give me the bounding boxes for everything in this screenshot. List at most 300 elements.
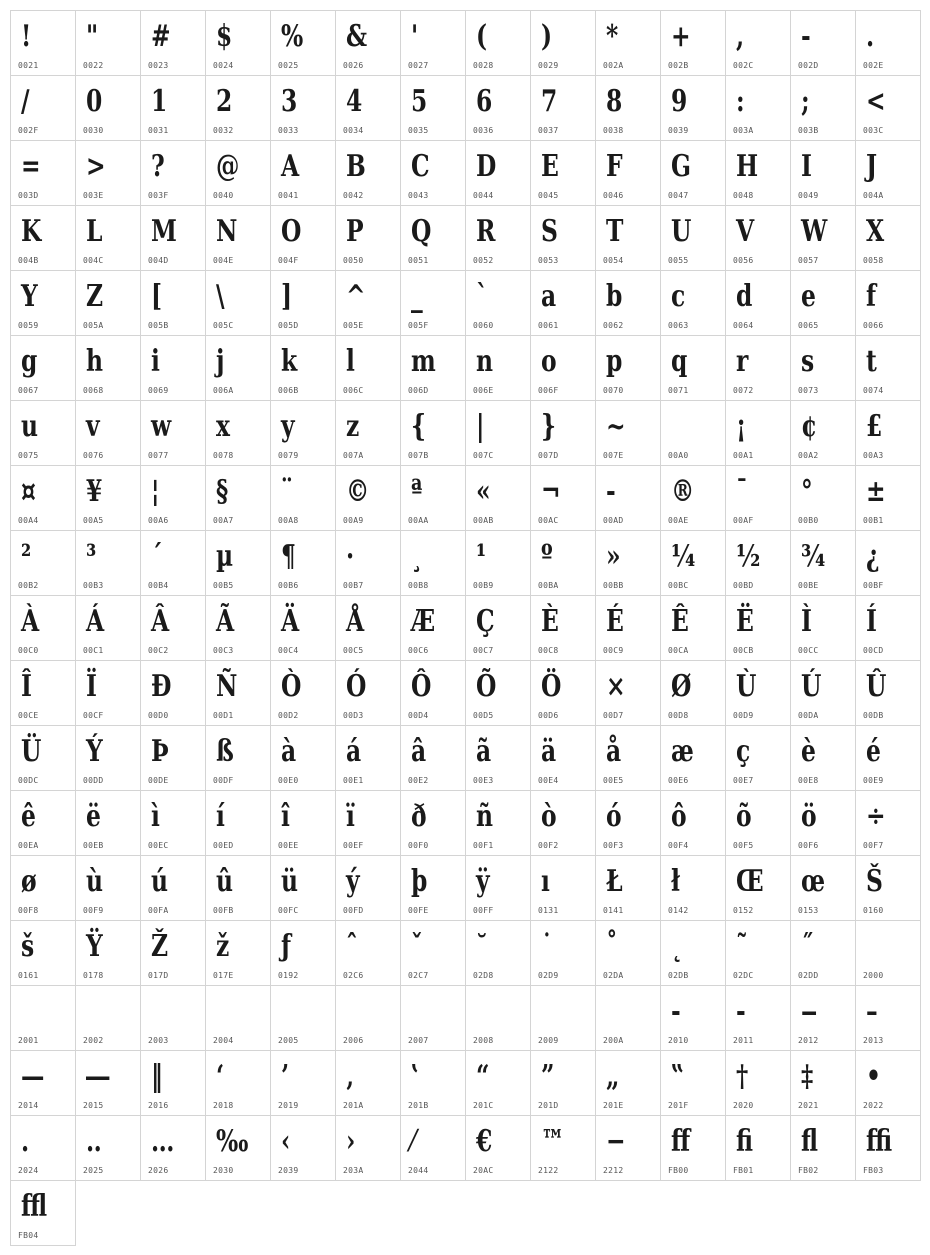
glyph-cell [75, 660, 141, 726]
glyph-cell [465, 1050, 531, 1116]
glyph-cell [140, 855, 206, 921]
glyph-cell [335, 595, 401, 661]
glyph-cell [595, 985, 661, 1051]
glyph-code: 00A7 [213, 516, 234, 525]
glyph-char: 0 [86, 84, 103, 119]
glyph-code: 0050 [343, 256, 364, 265]
glyph-char: @ [216, 149, 240, 184]
glyph-code: 00CD [863, 646, 884, 655]
glyph-code: 003B [798, 126, 819, 135]
glyph-char: _ [411, 279, 423, 314]
glyph-cell [205, 335, 271, 401]
glyph-char: ¡ [736, 409, 747, 444]
glyph-code: 00C1 [83, 646, 104, 655]
glyph-cell [855, 530, 921, 596]
glyph-code: 00FF [473, 906, 494, 915]
glyph-char: 9 [671, 84, 688, 119]
glyph-code: 00CB [733, 646, 754, 655]
glyph-char: V [736, 214, 755, 249]
glyph-cell [400, 530, 466, 596]
glyph-cell [660, 10, 726, 76]
glyph-code: 0072 [733, 386, 754, 395]
glyph-char: − [606, 1124, 626, 1159]
glyph-cell [530, 985, 596, 1051]
glyph-char: x [216, 409, 230, 444]
glyph-cell [10, 10, 76, 76]
glyph-cell [400, 465, 466, 531]
glyph-code: 0037 [538, 126, 559, 135]
glyph-char: ˝ [801, 929, 813, 964]
glyph-cell [855, 855, 921, 921]
glyph-code: 0044 [473, 191, 494, 200]
glyph-code: 0192 [278, 971, 299, 980]
glyph-char: ž [216, 929, 230, 964]
glyph-cell [530, 725, 596, 791]
glyph-cell [790, 725, 856, 791]
glyph-cell [855, 400, 921, 466]
glyph-cell [660, 855, 726, 921]
glyph-cell [140, 595, 206, 661]
glyph-cell [595, 725, 661, 791]
glyph-cell [205, 530, 271, 596]
glyph-char: I [801, 149, 812, 184]
glyph-cell [75, 985, 141, 1051]
glyph-cell [595, 140, 661, 206]
glyph-cell [75, 920, 141, 986]
glyph-char: ß [216, 734, 234, 769]
glyph-cell [595, 335, 661, 401]
glyph-cell [790, 465, 856, 531]
glyph-code: 0077 [148, 451, 169, 460]
glyph-char: Ä [281, 604, 300, 639]
glyph-char: r [736, 344, 749, 379]
glyph-cell [660, 530, 726, 596]
glyph-code: 0064 [733, 321, 754, 330]
glyph-char: e [801, 279, 816, 314]
glyph-code: 007E [603, 451, 624, 460]
glyph-char: b [606, 279, 623, 314]
glyph-char: * [606, 19, 619, 54]
glyph-char: œ [801, 864, 826, 899]
glyph-code: 0052 [473, 256, 494, 265]
glyph-code: 0153 [798, 906, 819, 915]
glyph-char: g [21, 344, 38, 379]
glyph-code: 005B [148, 321, 169, 330]
glyph-char: ¦ [151, 474, 160, 509]
glyph-code: 2015 [83, 1101, 104, 1110]
glyph-cell [140, 465, 206, 531]
glyph-cell [270, 595, 336, 661]
glyph-cell [75, 790, 141, 856]
glyph-cell [75, 335, 141, 401]
glyph-char: ª [411, 474, 423, 509]
glyph-code: 00D4 [408, 711, 429, 720]
glyph-cell [660, 75, 726, 141]
glyph-code: 201A [343, 1101, 364, 1110]
glyph-cell [595, 270, 661, 336]
glyph-code: 2005 [278, 1036, 299, 1045]
glyph-char: ¬ [541, 474, 561, 509]
glyph-cell [530, 1050, 596, 1116]
glyph-char: ' [411, 19, 419, 54]
glyph-char: ‛ [411, 1059, 420, 1094]
glyph-char: “ [476, 1059, 490, 1094]
glyph-cell [530, 855, 596, 921]
glyph-char: ˛ [671, 929, 683, 964]
glyph-cell [140, 1115, 206, 1181]
glyph-char: Ü [21, 734, 42, 769]
glyph-code: 00F4 [668, 841, 689, 850]
glyph-cell [595, 465, 661, 531]
glyph-code: 007C [473, 451, 494, 460]
glyph-cell [725, 465, 791, 531]
glyph-cell [75, 855, 141, 921]
glyph-char: — [21, 1059, 45, 1094]
glyph-code: 201E [603, 1101, 624, 1110]
glyph-cell [725, 1115, 791, 1181]
glyph-code: 2014 [18, 1101, 39, 1110]
glyph-char: º [541, 539, 553, 574]
glyph-cell [790, 205, 856, 271]
glyph-char: Â [151, 604, 170, 639]
glyph-char: ı [541, 864, 550, 899]
glyph-cell [465, 595, 531, 661]
glyph-code: 2022 [863, 1101, 884, 1110]
glyph-cell [855, 1050, 921, 1116]
glyph-char: ö [801, 799, 817, 834]
glyph-char: q [671, 344, 688, 379]
glyph-cell [530, 660, 596, 726]
glyph-char: Š [866, 864, 883, 899]
glyph-code: 006C [343, 386, 364, 395]
glyph-char: ô [671, 799, 687, 834]
glyph-cell [10, 855, 76, 921]
glyph-cell [140, 205, 206, 271]
glyph-char: t [866, 344, 877, 379]
glyph-cell [790, 400, 856, 466]
glyph-code: 2004 [213, 1036, 234, 1045]
glyph-cell [595, 205, 661, 271]
glyph-cell [400, 1050, 466, 1116]
glyph-char: È [541, 604, 559, 639]
glyph-cell [140, 725, 206, 791]
glyph-char: å [606, 734, 622, 769]
glyph-char: „ [606, 1059, 620, 1094]
glyph-code: 00D1 [213, 711, 234, 720]
glyph-cell [10, 985, 76, 1051]
glyph-cell [335, 530, 401, 596]
glyph-code: 0063 [668, 321, 689, 330]
glyph-char: Ï [86, 669, 97, 704]
glyph-char: ¨ [281, 474, 293, 509]
glyph-char: ‖ [151, 1059, 163, 1094]
glyph-cell [205, 790, 271, 856]
glyph-char: 4 [346, 84, 363, 119]
glyph-char: Ñ [216, 669, 238, 704]
glyph-cell [400, 920, 466, 986]
glyph-code: 005C [213, 321, 234, 330]
glyph-cell [10, 270, 76, 336]
glyph-code: 02C7 [408, 971, 429, 980]
glyph-code: FB03 [863, 1166, 884, 1175]
glyph-code: 00F0 [408, 841, 429, 850]
glyph-code: 004D [148, 256, 169, 265]
glyph-cell [335, 10, 401, 76]
glyph-code: 00F8 [18, 906, 39, 915]
glyph-cell [855, 595, 921, 661]
glyph-code: 0131 [538, 906, 559, 915]
glyph-cell [335, 270, 401, 336]
glyph-cell [10, 75, 76, 141]
glyph-code: 0060 [473, 321, 494, 330]
glyph-code: 00B4 [148, 581, 169, 590]
glyph-char: ﬁ [736, 1124, 754, 1159]
glyph-code: 2012 [798, 1036, 819, 1045]
glyph-char: ™ [541, 1124, 565, 1159]
glyph-code: 007A [343, 451, 364, 460]
glyph-cell [725, 270, 791, 336]
glyph-code: 00BD [733, 581, 754, 590]
glyph-char: Ë [736, 604, 754, 639]
glyph-char: µ [216, 539, 234, 574]
glyph-cell [270, 790, 336, 856]
glyph-char: h [86, 344, 104, 379]
glyph-code: 0053 [538, 256, 559, 265]
glyph-char: B [346, 149, 366, 184]
glyph-char: à [281, 734, 297, 769]
glyph-cell [205, 140, 271, 206]
glyph-code: 00CC [798, 646, 819, 655]
glyph-cell [530, 1115, 596, 1181]
glyph-char: × [606, 669, 626, 704]
glyph-cell [465, 1115, 531, 1181]
glyph-cell [270, 660, 336, 726]
glyph-char: í [216, 799, 225, 834]
glyph-code: 0057 [798, 256, 819, 265]
glyph-code: 007B [408, 451, 429, 460]
glyph-char: ì [151, 799, 160, 834]
glyph-char: Õ [476, 669, 497, 704]
glyph-code: 007D [538, 451, 559, 460]
glyph-char: ﬀ [671, 1124, 691, 1159]
glyph-char: › [346, 1124, 356, 1159]
glyph-code: 2000 [863, 971, 884, 980]
glyph-char: ﬄ [21, 1189, 48, 1224]
glyph-code: 00F9 [83, 906, 104, 915]
glyph-char: k [281, 344, 298, 379]
glyph-char: - [606, 474, 616, 509]
glyph-char: Å [346, 604, 365, 639]
glyph-cell [725, 140, 791, 206]
glyph-char: P [346, 214, 364, 249]
glyph-char: ― [86, 1059, 110, 1094]
glyph-cell [270, 465, 336, 531]
glyph-char: / [21, 84, 30, 119]
glyph-code: 00BE [798, 581, 819, 590]
glyph-char: » [606, 539, 621, 574]
glyph-char: } [541, 409, 557, 444]
glyph-code: 2011 [733, 1036, 754, 1045]
glyph-char: 1 [151, 84, 168, 119]
glyph-cell [725, 75, 791, 141]
glyph-cell [790, 270, 856, 336]
glyph-cell [660, 205, 726, 271]
glyph-cell [660, 1115, 726, 1181]
glyph-code: 00FC [278, 906, 299, 915]
glyph-code: 0043 [408, 191, 429, 200]
glyph-code: 2013 [863, 1036, 884, 1045]
glyph-cell [465, 140, 531, 206]
glyph-code: 005E [343, 321, 364, 330]
glyph-code: 00C8 [538, 646, 559, 655]
glyph-code: 00D0 [148, 711, 169, 720]
glyph-cell [75, 270, 141, 336]
glyph-char: { [411, 409, 427, 444]
glyph-cell [725, 10, 791, 76]
glyph-cell [465, 985, 531, 1051]
glyph-code: 00AC [538, 516, 559, 525]
glyph-char: ¼ [671, 539, 696, 574]
glyph-char: p [606, 344, 623, 379]
glyph-cell [790, 985, 856, 1051]
glyph-code: 2026 [148, 1166, 169, 1175]
glyph-char: É [606, 604, 624, 639]
glyph-code: 2001 [18, 1036, 39, 1045]
glyph-code: 0067 [18, 386, 39, 395]
glyph-code: 002A [603, 61, 624, 70]
glyph-code: 0034 [343, 126, 364, 135]
glyph-code: 00FE [408, 906, 429, 915]
glyph-char: S [541, 214, 558, 249]
glyph-cell [270, 920, 336, 986]
glyph-code: 00BF [863, 581, 884, 590]
glyph-code: 0035 [408, 126, 429, 135]
glyph-code: 0032 [213, 126, 234, 135]
glyph-cell [270, 530, 336, 596]
glyph-code: 0068 [83, 386, 104, 395]
glyph-code: 20AC [473, 1166, 494, 1175]
glyph-char: 2 [216, 84, 233, 119]
glyph-code: 0039 [668, 126, 689, 135]
glyph-char: ‑ [736, 994, 746, 1029]
glyph-char: v [86, 409, 100, 444]
glyph-cell [10, 335, 76, 401]
glyph-cell [10, 400, 76, 466]
glyph-code: 2039 [278, 1166, 299, 1175]
glyph-code: 02DC [733, 971, 754, 980]
glyph-code: 00A6 [148, 516, 169, 525]
glyph-char: ý [346, 864, 360, 899]
glyph-cell [400, 335, 466, 401]
glyph-char: j [216, 344, 225, 379]
glyph-cell [725, 1050, 791, 1116]
glyph-char: W [801, 214, 828, 249]
glyph-cell [270, 1050, 336, 1116]
glyph-cell [270, 270, 336, 336]
glyph-char: õ [736, 799, 752, 834]
glyph-code: 00A4 [18, 516, 39, 525]
glyph-code: 2025 [83, 1166, 104, 1175]
glyph-cell [75, 1115, 141, 1181]
glyph-char: ¯ [736, 474, 748, 509]
glyph-cell [205, 465, 271, 531]
glyph-code: 00C9 [603, 646, 624, 655]
glyph-code: 0079 [278, 451, 299, 460]
glyph-cell [10, 1050, 76, 1116]
glyph-cell [10, 530, 76, 596]
glyph-char: & [346, 19, 368, 54]
glyph-code: 2016 [148, 1101, 169, 1110]
glyph-char: y [281, 409, 295, 444]
glyph-code: 00A1 [733, 451, 754, 460]
glyph-code: 00B2 [18, 581, 39, 590]
glyph-cell [595, 10, 661, 76]
glyph-cell [530, 270, 596, 336]
glyph-code: 0055 [668, 256, 689, 265]
glyph-char: ® [671, 474, 695, 509]
glyph-cell [855, 660, 921, 726]
glyph-char: © [346, 474, 370, 509]
glyph-code: 00D5 [473, 711, 494, 720]
glyph-code: 02D8 [473, 971, 494, 980]
glyph-code: 00FB [213, 906, 234, 915]
glyph-cell [205, 855, 271, 921]
glyph-cell [465, 205, 531, 271]
glyph-cell [335, 725, 401, 791]
glyph-cell [725, 335, 791, 401]
glyph-cell [335, 1050, 401, 1116]
glyph-code: 00E9 [863, 776, 884, 785]
glyph-char: š [21, 929, 35, 964]
glyph-code: 0061 [538, 321, 559, 330]
glyph-char: ‹ [281, 1124, 291, 1159]
glyph-cell [595, 400, 661, 466]
glyph-char: Æ [411, 604, 436, 639]
glyph-char: H [736, 149, 759, 184]
glyph-cell [335, 790, 401, 856]
glyph-char: $ [216, 19, 233, 54]
glyph-cell [595, 920, 661, 986]
glyph-code: 0046 [603, 191, 624, 200]
glyph-code: 00AB [473, 516, 494, 525]
glyph-code: 0069 [148, 386, 169, 395]
glyph-code: 0160 [863, 906, 884, 915]
glyph-cell [10, 1115, 76, 1181]
glyph-cell [10, 595, 76, 661]
glyph-code: 017D [148, 971, 169, 980]
glyph-char: þ [411, 864, 428, 899]
glyph-code: 00BA [538, 581, 559, 590]
glyph-char: 3 [281, 84, 298, 119]
glyph-code: 00B1 [863, 516, 884, 525]
glyph-cell [595, 1050, 661, 1116]
glyph-char: ¶ [281, 539, 296, 574]
glyph-char: + [671, 19, 691, 54]
glyph-cell [140, 400, 206, 466]
glyph-cell [530, 790, 596, 856]
glyph-code: 006D [408, 386, 429, 395]
glyph-cell [595, 1115, 661, 1181]
glyph-code: 2018 [213, 1101, 234, 1110]
glyph-cell [465, 660, 531, 726]
glyph-code: 00D2 [278, 711, 299, 720]
glyph-code: 0066 [863, 321, 884, 330]
glyph-code: 2009 [538, 1036, 559, 1045]
glyph-char: ² [21, 539, 32, 574]
glyph-cell [400, 1115, 466, 1181]
glyph-cell [205, 10, 271, 76]
glyph-cell [270, 335, 336, 401]
